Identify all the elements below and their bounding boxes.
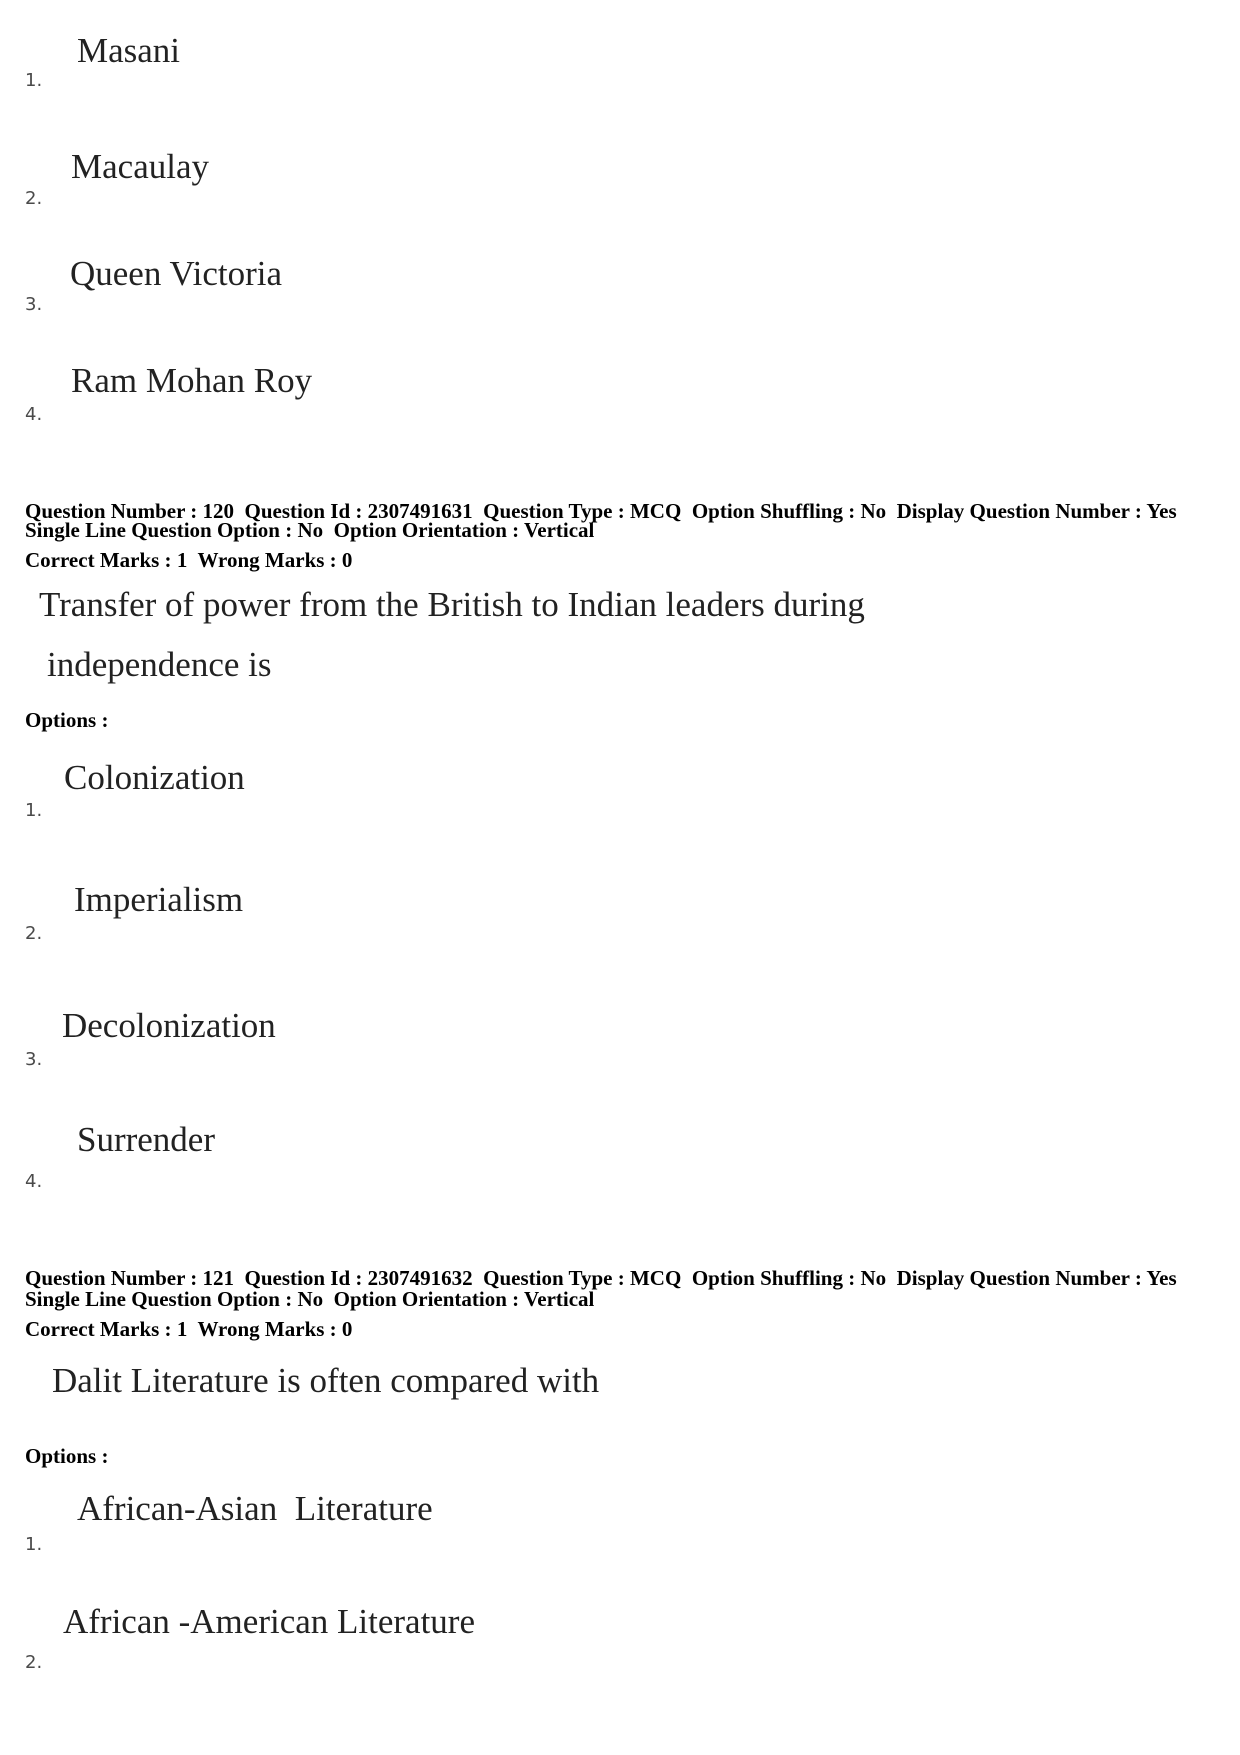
field-value: 120 [202,499,235,523]
field-value: 0 [341,1317,353,1341]
field-label: Correct Marks : [25,548,172,572]
correct-marks-field [25,1317,187,1341]
field-value: No [297,1287,324,1311]
display-question-number-field [897,1266,1177,1290]
field-value: Yes [1146,1266,1177,1290]
field-label: Question Number : [25,1266,198,1290]
field-label: Question Type : [483,499,625,523]
marks-line [25,550,358,571]
field-label: Question Type : [483,1266,625,1290]
field-label: Correct Marks : [25,1317,172,1341]
option-shuffling-field [692,1266,886,1290]
question-meta-line [25,1268,1182,1289]
option-number: 1. [25,70,43,91]
field-value: 0 [341,548,353,572]
field-label: Single Line Question Option : [25,1287,293,1311]
option-text: African -American Literature [63,1602,475,1641]
option-number: 4. [25,404,43,425]
option-text: African-Asian Literature [77,1489,433,1528]
option-text: Queen Victoria [70,254,283,293]
option-text: Ram Mohan Roy [71,361,313,400]
option-orientation-field [334,1287,595,1311]
option-number: 1. [25,1534,43,1555]
options-label: Options : [25,708,109,732]
option-number: 1. [25,800,43,821]
field-value: MCQ [629,499,682,523]
field-label: Question Number : [25,499,198,523]
marks-line [25,1319,358,1340]
field-label: Question Id : [244,1266,363,1290]
option-number: 2. [25,923,43,944]
option-text: Masani [77,31,181,70]
field-value: 2307491631 [367,499,473,523]
option-text: Decolonization [62,1006,276,1045]
field-label: Display Question Number : [896,499,1142,523]
field-value: MCQ [629,1266,682,1290]
field-value: No [860,499,887,523]
field-value: 1 [176,548,188,572]
correct-marks-field [25,548,187,572]
field-label: Option Orientation : [333,518,520,542]
field-value: Yes [1146,499,1177,523]
option-text: Surrender [77,1120,216,1159]
question-text-line: Transfer of power from the British to Indian leaders during [39,585,865,624]
field-value: No [297,518,324,542]
option-orientation-field [334,518,595,542]
option-number: 3. [25,294,43,315]
single-line-option-field [25,1287,323,1311]
field-label: Wrong Marks : [197,1317,337,1341]
option-number: 2. [25,1652,43,1673]
option-number: 3. [25,1049,43,1070]
field-value: No [860,1266,887,1290]
field-value: 2307491632 [367,1266,473,1290]
field-label: Option Shuffling : [691,1266,856,1290]
wrong-marks-field [197,1317,352,1341]
field-value: 1 [176,1317,188,1341]
question-meta-line [25,1289,600,1310]
field-value: Vertical [524,1287,595,1311]
option-text: Imperialism [74,880,244,919]
field-label: Option Orientation : [333,1287,520,1311]
field-label: Question Id : [244,499,363,523]
field-label: Wrong Marks : [197,548,337,572]
field-label: Display Question Number : [896,1266,1142,1290]
option-number: 2. [25,188,43,209]
field-label: Single Line Question Option : [25,518,293,542]
single-line-option-field [25,518,323,542]
option-shuffling-field [692,499,886,523]
options-label: Options : [25,1444,109,1468]
question-text-line: independence is [47,645,272,684]
wrong-marks-field [197,548,352,572]
question-text-line: Dalit Literature is often compared with [52,1361,600,1400]
option-number: 4. [25,1171,43,1192]
option-text: Colonization [64,758,245,797]
field-value: Vertical [524,518,595,542]
option-text: Macaulay [71,147,209,186]
field-label: Option Shuffling : [691,499,856,523]
field-value: 121 [202,1266,235,1290]
question-meta-line [25,520,600,541]
display-question-number-field [897,499,1177,523]
